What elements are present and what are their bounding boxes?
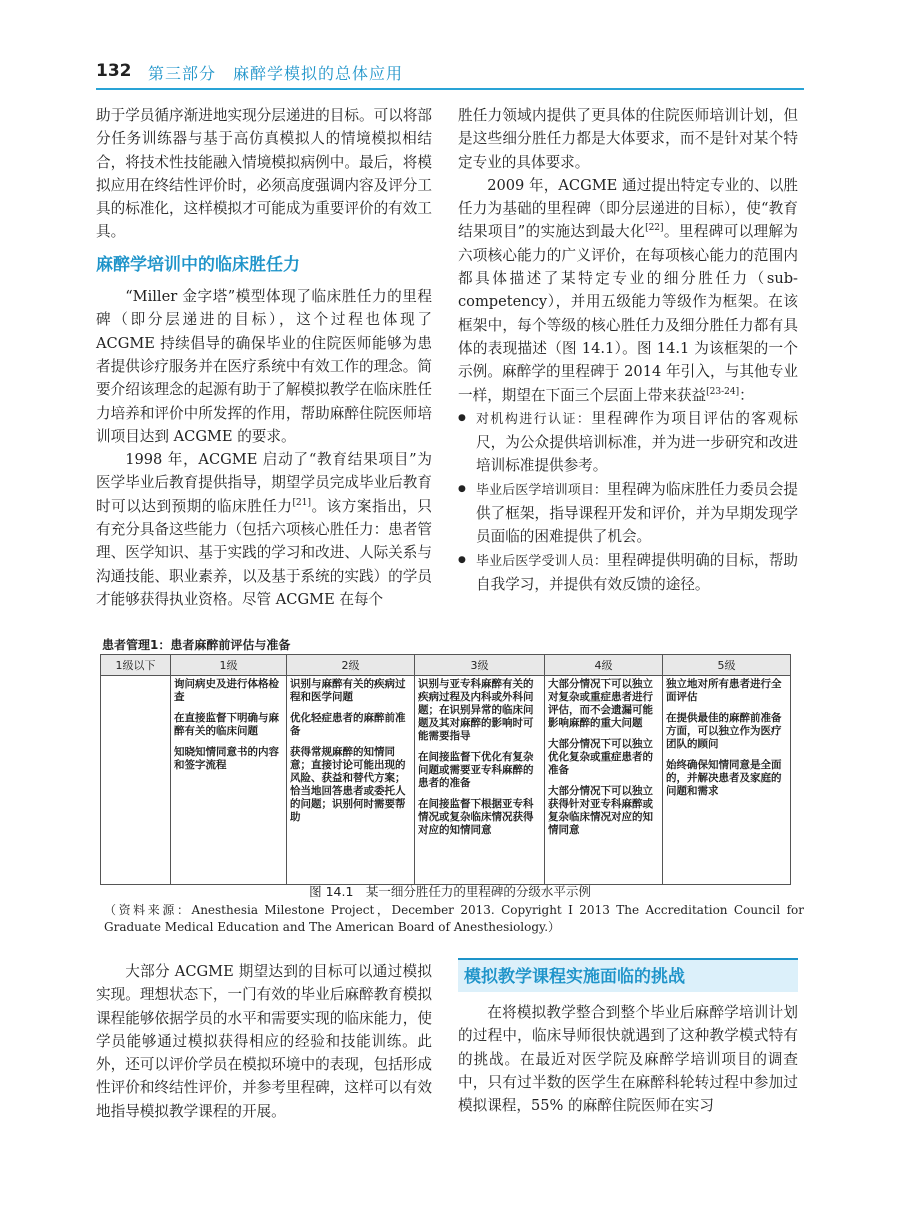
- table-header-row: [101, 655, 791, 676]
- table-cell-text: 独立地对所有患者进行全面评估: [666, 678, 782, 703]
- header-level-5: 5级: [663, 655, 791, 676]
- right-p2-text-b: 。里程碑可以理解为六项核心能力的广义评价，在每项核心能力的范围内都具体描述了某特定专业的细分胜任力（sub-competency），并用五级能力等级作为框架。在该框架中，每个等级的核心胜任力及细分胜任力都有具体的表现描述（图 14.1）。图 14.1 为该框架的一个示例。麻醉学的里程碑于 2014 年引入，与其他专业一样，期望在下面三个层面上带来获益: [458, 223, 798, 404]
- figure-title: 患者管理1：患者麻醉前评估与准备: [102, 638, 291, 652]
- header-level-4: 4级: [545, 655, 663, 676]
- list-item: [458, 549, 798, 597]
- table-cell-text: 在间接监督下根据亚专科情况或复杂临床情况获得对应的知情同意: [418, 798, 534, 836]
- bullet-text: 里程碑作为项目评估的客观标尺，为公众提供培训标准，并为进一步研究和改进培训标准提供参考。: [476, 409, 798, 475]
- benefit-list: [458, 407, 798, 596]
- citation-23-24: [23-24]: [706, 386, 740, 397]
- left-p3-text-a: 1998 年，ACGME 启动了“教育结果项目”为医学毕业后教育提供指导，期望学员完成毕业后教育时可以达到预期的临床胜任力: [96, 451, 432, 515]
- page-number: 132: [96, 61, 132, 81]
- table-cell-text: 识别与亚专科麻醉有关的疾病过程及内科或外科问题；在识别异常的临床问题及其对麻醉的影响时可能需要指导: [418, 678, 534, 742]
- section-heading-competency: 麻醉学培训中的临床胜任力: [96, 254, 300, 275]
- left-column: [96, 104, 432, 611]
- bullet-text: 里程碑为临床胜任力委员会提供了框架，指导课程开发和评价，并为早期发现学员面临的困难提供了机会。: [476, 480, 798, 546]
- table-cell-text: 识别与麻醉有关的疾病过程和医学问题: [290, 678, 406, 703]
- cell-level-3: [415, 676, 545, 885]
- table-row: [101, 676, 791, 885]
- table-cell-text: 大部分情况下可以独立对复杂或重症患者进行评估，而不会遗漏可能影响麻醉的重大问题: [548, 678, 653, 729]
- right-paragraph-1: 胜任力领域内提供了更具体的住院医师培训计划，但是这些细分胜任力都是大体要求，而不是针对某个特定专业的具体要求。: [458, 107, 798, 171]
- bottom-left-paragraph: 大部分 ACGME 期望达到的目标可以通过模拟实现。理想状态下，一门有效的毕业后麻醉教育模拟课程能够依据学员的水平和需要实现的临床能力，使学员能够通过模拟获得相应的经验和技能训练。此外，还可以评价学员在模拟环境中的表现，包括形成性评价和终结性评价，并参考里程碑，这样可以有效地指导模拟教学课程的开展。: [96, 963, 432, 1120]
- bullet-text: 里程碑提供明确的目标，帮助自我学习，并提供有效反馈的途径。: [476, 551, 798, 593]
- cell-level-5: [663, 676, 791, 885]
- right-p2-text-a: 2009 年，ACGME 通过提出特定专业的、以胜任力为基础的里程碑（即分层递进的目标），使“教育结果项目”的实施达到最大化: [458, 176, 798, 241]
- left-paragraph-2: “Miller 金字塔”模型体现了临床胜任力的里程碑（即分层递进的目标），这个过程也体现了ACGME 持续倡导的确保毕业的住院医师能够为患者提供诊疗服务并在医疗系统中有效工作的理念。简要介绍该理念的起源有助于了解模拟教学在临床胜任力培养和评价中所发挥的作用，帮助麻醉住院医师培训项目达到 ACGME 的要求。: [96, 288, 432, 445]
- left-paragraph-3: [96, 448, 432, 611]
- cell-level-4: [545, 676, 663, 885]
- list-item: [458, 478, 798, 549]
- bottom-right-column: [458, 1001, 798, 1117]
- table-cell-text: 获得常规麻醉的知情同意；直接讨论可能出现的风险、获益和替代方案；恰当地回答患者或委托人的问题；识别何时需要帮助: [290, 746, 406, 823]
- milestone-table: [100, 654, 791, 885]
- page-header: [96, 58, 804, 90]
- figure-source: （资料来源：Anesthesia Milestone Project，December 2013. Copyright I 2013 The Accreditation Council for Graduate Medical Education and The American Board of Anesthesiology.）: [104, 903, 804, 934]
- left-paragraph-1: 助于学员循序渐进地实现分层递进的目标。可以将部分任务训练器与基于高仿真模拟人的情境模拟相结合，将技术性技能融入情境模拟病例中。最后，将模拟应用在终结性评价时，必须高度强调内容及评分工具的标准化，这样模拟才可能成为重要评价的有效工具。: [96, 107, 432, 241]
- table-cell-text: 优化轻症患者的麻醉前准备: [290, 712, 406, 737]
- citation-22: [22]: [645, 223, 664, 234]
- bullet-term: 毕业后医学培训项目：: [476, 482, 608, 498]
- cell-level-1: [171, 676, 287, 885]
- list-item: [458, 407, 798, 478]
- table-cell-text: 在间接监督下优化有复杂问题或需要亚专科麻醉的患者的准备: [418, 751, 534, 789]
- right-paragraph-2: [458, 174, 798, 407]
- left-p3-text-b: 。该方案指出，只有充分具备这些能力（包括六项核心胜任力：患者管理、医学知识、基于实践的学习和改进、人际关系与沟通技能、职业素养，以及基于系统的实践）的学员才能够获得执业资格。尽管 ACGME 在每个: [96, 497, 432, 608]
- bottom-left-column: [96, 960, 432, 1123]
- header-level-2: 2级: [287, 655, 415, 676]
- running-title: 第三部分 麻醉学模拟的总体应用: [148, 64, 404, 83]
- right-column: [458, 104, 798, 596]
- section-heading-challenges: 模拟教学课程实施面临的挑战: [458, 958, 798, 992]
- cell-level-2: [287, 676, 415, 885]
- right-p2-text-c: ：: [739, 386, 754, 404]
- table-cell-text: 在直接监督下明确与麻醉有关的临床问题: [174, 712, 279, 737]
- table-cell-text: 大部分情况下可以独立优化复杂或重症患者的准备: [548, 738, 653, 776]
- bottom-right-paragraph: 在将模拟教学整合到整个毕业后麻醉学培训计划的过程中，临床导师很快就遇到了这种教学模式特有的挑战。在最近对医学院及麻醉学培训项目的调查中，只有过半数的医学生在麻醉科轮转过程中参加过模拟课程，55% 的麻醉住院医师在实习: [458, 1004, 798, 1115]
- header-level-1: 1级: [171, 655, 287, 676]
- table-cell-text: 大部分情况下可以独立获得针对亚专科麻醉或复杂临床情况对应的知情同意: [548, 785, 653, 836]
- table-cell-text: 始终确保知情同意是全面的，并解决患者及家庭的问题和需求: [666, 759, 782, 797]
- table-cell-text: 询问病史及进行体格检查: [174, 678, 279, 703]
- citation-21: [21]: [292, 497, 312, 508]
- bullet-term: 对机构进行认证：: [476, 411, 592, 427]
- bullet-term: 毕业后医学受训人员：: [476, 553, 608, 569]
- header-level-3: 3级: [415, 655, 545, 676]
- header-below-level-1: 1级以下: [101, 655, 171, 676]
- figure-caption: 图 14.1 某一细分胜任力的里程碑的分级水平示例: [309, 884, 591, 899]
- table-cell-text: 在提供最佳的麻醉前准备方面，可以独立作为医疗团队的顾问: [666, 712, 782, 750]
- cell-below-level-1: [101, 676, 171, 885]
- table-cell-text: 知晓知情同意书的内容和签字流程: [174, 746, 279, 771]
